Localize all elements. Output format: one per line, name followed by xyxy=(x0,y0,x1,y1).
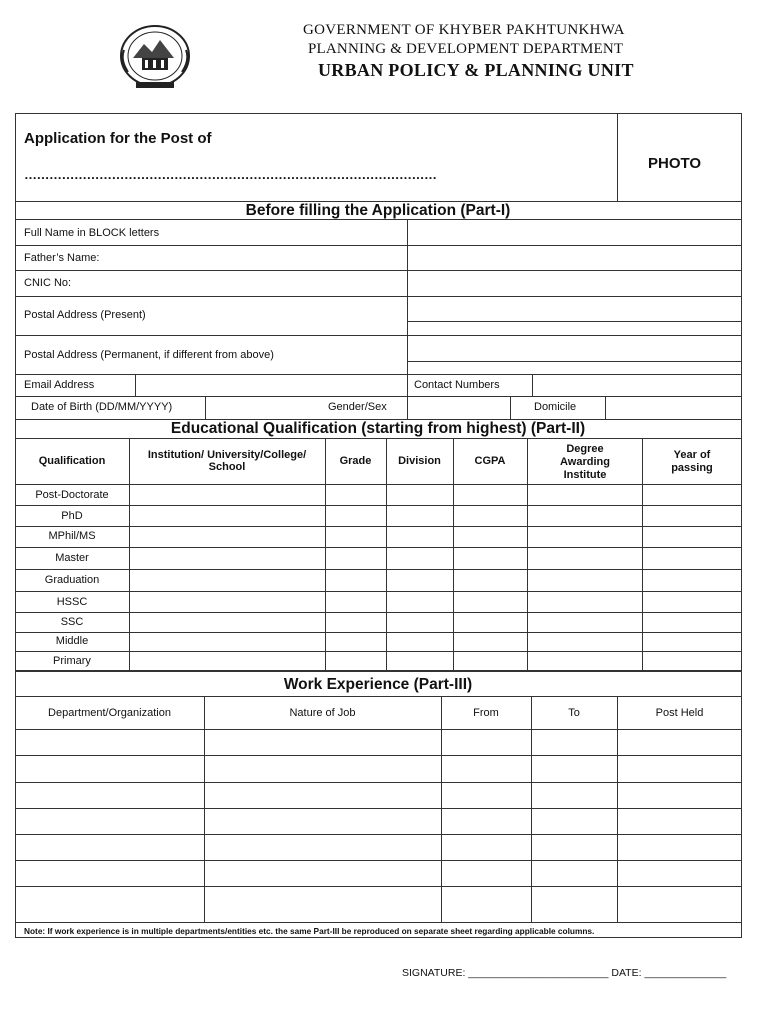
row-graduation: Graduation xyxy=(44,574,100,586)
row-master: Master xyxy=(55,552,89,564)
cnic-label: CNIC No: xyxy=(24,277,72,289)
col-degree-institute: Degree Awarding Institute xyxy=(560,443,610,481)
father-name-label: Father’s Name: xyxy=(24,252,100,264)
application-post-box xyxy=(15,113,742,202)
col-from: From xyxy=(473,707,499,719)
row-hssc: HSSC xyxy=(56,596,88,608)
full-name-label: Full Name in BLOCK letters xyxy=(24,227,160,239)
col-department: Department/Organization xyxy=(48,707,171,719)
signature-date-line[interactable]: SIGNATURE: ________________________ DATE: ______________ xyxy=(402,967,727,979)
col-grade: Grade xyxy=(339,455,372,467)
postal-permanent-label: Postal Address (Permanent, if different from above) xyxy=(24,349,274,361)
row-mphil: MPhil/MS xyxy=(48,530,96,542)
col-to: To xyxy=(568,707,580,719)
row-middle: Middle xyxy=(55,635,89,647)
photo-box-label[interactable]: PHOTO xyxy=(648,155,702,172)
row-phd: PhD xyxy=(61,510,83,522)
gender-label: Gender/Sex xyxy=(328,401,387,413)
email-label: Email Address xyxy=(24,379,95,391)
col-cgpa: CGPA xyxy=(474,455,506,467)
part3-title: Work Experience (Part-III) xyxy=(283,676,473,693)
work-experience-note: Note: If work experience is in multiple departments/entities etc. the same Part-III be reproduced on separate sheet regarding applicable columns. xyxy=(24,926,595,936)
part2-title: Educational Qualification (starting from highest) (Part-II) xyxy=(170,420,586,437)
header-line-1: GOVERNMENT OF KHYBER PAKHTUNKHWA xyxy=(303,22,625,38)
government-seal-logo xyxy=(116,20,194,94)
part1-title: Before filling the Application (Part-I) xyxy=(245,202,511,219)
col-year: Year of passing xyxy=(671,449,713,474)
row-primary: Primary xyxy=(53,655,91,667)
col-institution: Institution/ University/College/ School xyxy=(147,449,307,473)
row-post-doctorate: Post-Doctorate xyxy=(35,489,109,501)
col-qualification: Qualification xyxy=(38,455,106,467)
col-nature-of-job: Nature of Job xyxy=(289,707,356,719)
domicile-label: Domicile xyxy=(534,401,577,413)
row-ssc: SSC xyxy=(60,616,84,628)
header-line-3: URBAN POLICY & PLANNING UNIT xyxy=(318,60,634,80)
header-line-2: PLANNING & DEVELOPMENT DEPARTMENT xyxy=(308,41,624,57)
postal-present-label: Postal Address (Present) xyxy=(24,309,146,321)
contact-label: Contact Numbers xyxy=(414,379,500,391)
dob-label: Date of Birth (DD/MM/YYYY) xyxy=(31,401,173,413)
post-name-field[interactable]: ……………………………………………………………………………………… xyxy=(24,167,437,182)
col-post-held: Post Held xyxy=(655,707,704,719)
col-division: Division xyxy=(398,455,441,467)
application-title: Application for the Post of xyxy=(24,130,212,147)
